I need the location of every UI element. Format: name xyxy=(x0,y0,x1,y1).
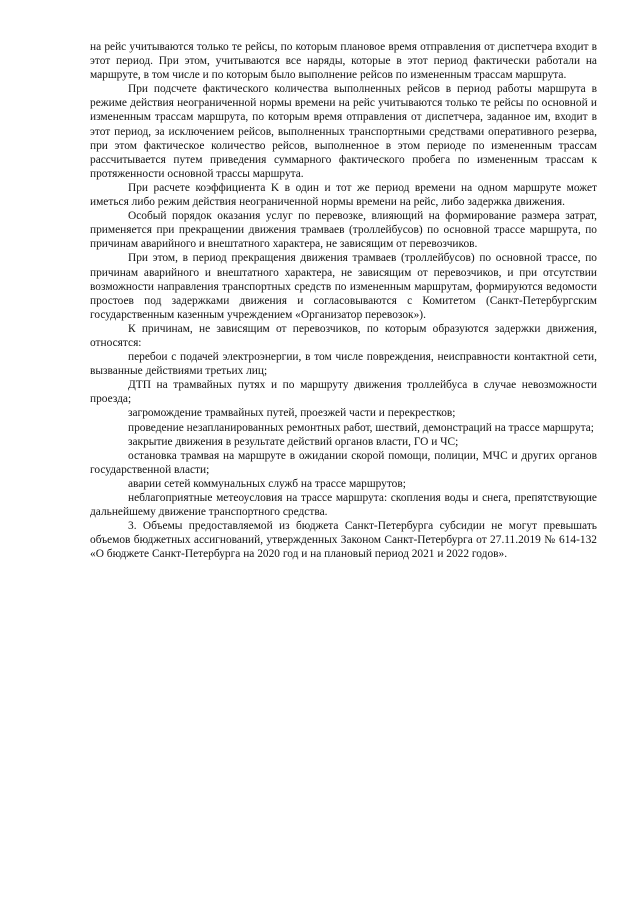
paragraph-downtime-statements: При этом, в период прекращения движения трамваев (троллейбусов) по основной трассе, по причинам аварийного и внештатного характера, не зависящим от перевозчиков, и при отсутствии возможности направления транспортных средств по измененным маршрутам, формируются ведомости простоев под задержками движения и согласовываются с Комитетом (Санкт-Петербургским государственным казенным учреждением «Организатор перевозок»). xyxy=(90,252,597,321)
paragraph-subsidy-limits: 3. Объемы предоставляемой из бюджета Санкт-Петербурга субсидии не могут превышать объемов бюджетных ассигнований, утвержденных Законом Санкт-Петербурга от 27.11.2019 № 614-132 «О бюджете Санкт-Петербурга на 2020 год и на плановый период 2021 и 2022 годов». xyxy=(90,520,597,561)
list-item-weather-conditions: неблагоприятные метеоусловия на трассе маршрута: скопления воды и снега, препятствующие дальнейшему движение транспортного средства. xyxy=(90,492,597,519)
document-body xyxy=(90,40,597,561)
list-item-utility-accidents: аварии сетей коммунальных служб на трассе маршрутов; xyxy=(128,477,406,490)
paragraph-delay-causes-intro: К причинам, не зависящим от перевозчиков, по которым образуются задержки движения, относятся: xyxy=(90,322,597,349)
paragraph-trips-counted: на рейс учитываются только те рейсы, по которым плановое время отправления от диспетчера входит в этот период. При этом, учитываются все наряды, которые в этот период фактически работали на маршруте, в том числе и по которым было выполнение рейсов по измененным трассам маршрута. xyxy=(90,41,597,82)
list-item-unplanned-works: проведение незапланированных ремонтных работ, шествий, демонстраций на трассе маршрута; xyxy=(128,421,594,434)
paragraph-coefficient-k: При расчете коэффициента K в один и тот же период времени на одном маршруте может иметься либо режим действия неограниченной нормы времени на рейс, либо задержка движения. xyxy=(90,181,597,209)
list-item-power-outages: перебои с подачей электроэнергии, в том числе повреждения, неисправности контактной сети, вызванные действиями третьих лиц; xyxy=(90,351,597,378)
paragraph-actual-trips-count: При подсчете фактического количества выполненных рейсов в период работы маршрута в режиме действия неограниченной нормы времени на рейс учитываются только те рейсы по основной и измененным трассам маршрута, по которым время отправления от диспетчера, заданное им, входит в этот период, за исключением рейсов, выполненных транспортными средствами оперативного резерва, при этом фактическое количество рейсов, выполненное в этом периоде по измененным трассам рассчитывается путем приведения суммарного фактического пробега по измененным трассам к протяженности основной трассы маршрута. xyxy=(90,83,597,180)
list-item-traffic-accidents: ДТП на трамвайных путях и по маршруту движения троллейбуса в случае невозможности проезда; xyxy=(90,379,597,406)
list-item-authority-closures: закрытие движения в результате действий органов власти, ГО и ЧС; xyxy=(128,435,459,448)
paragraph-special-procedure: Особый порядок оказания услуг по перевозке, влияющий на формирование размера затрат, применяется при прекращении движения трамваев (троллейбусов) по основной трассе маршрута, по причинам аварийного и внештатного характера, не зависящим от перевозчиков. xyxy=(90,210,597,251)
list-item-track-obstruction: загромождение трамвайных путей, проезжей части и перекрестков; xyxy=(128,407,456,420)
list-item-emergency-stop: остановка трамвая на маршруте в ожидании скорой помощи, полиции, МЧС и других органов государственной власти; xyxy=(90,449,597,476)
